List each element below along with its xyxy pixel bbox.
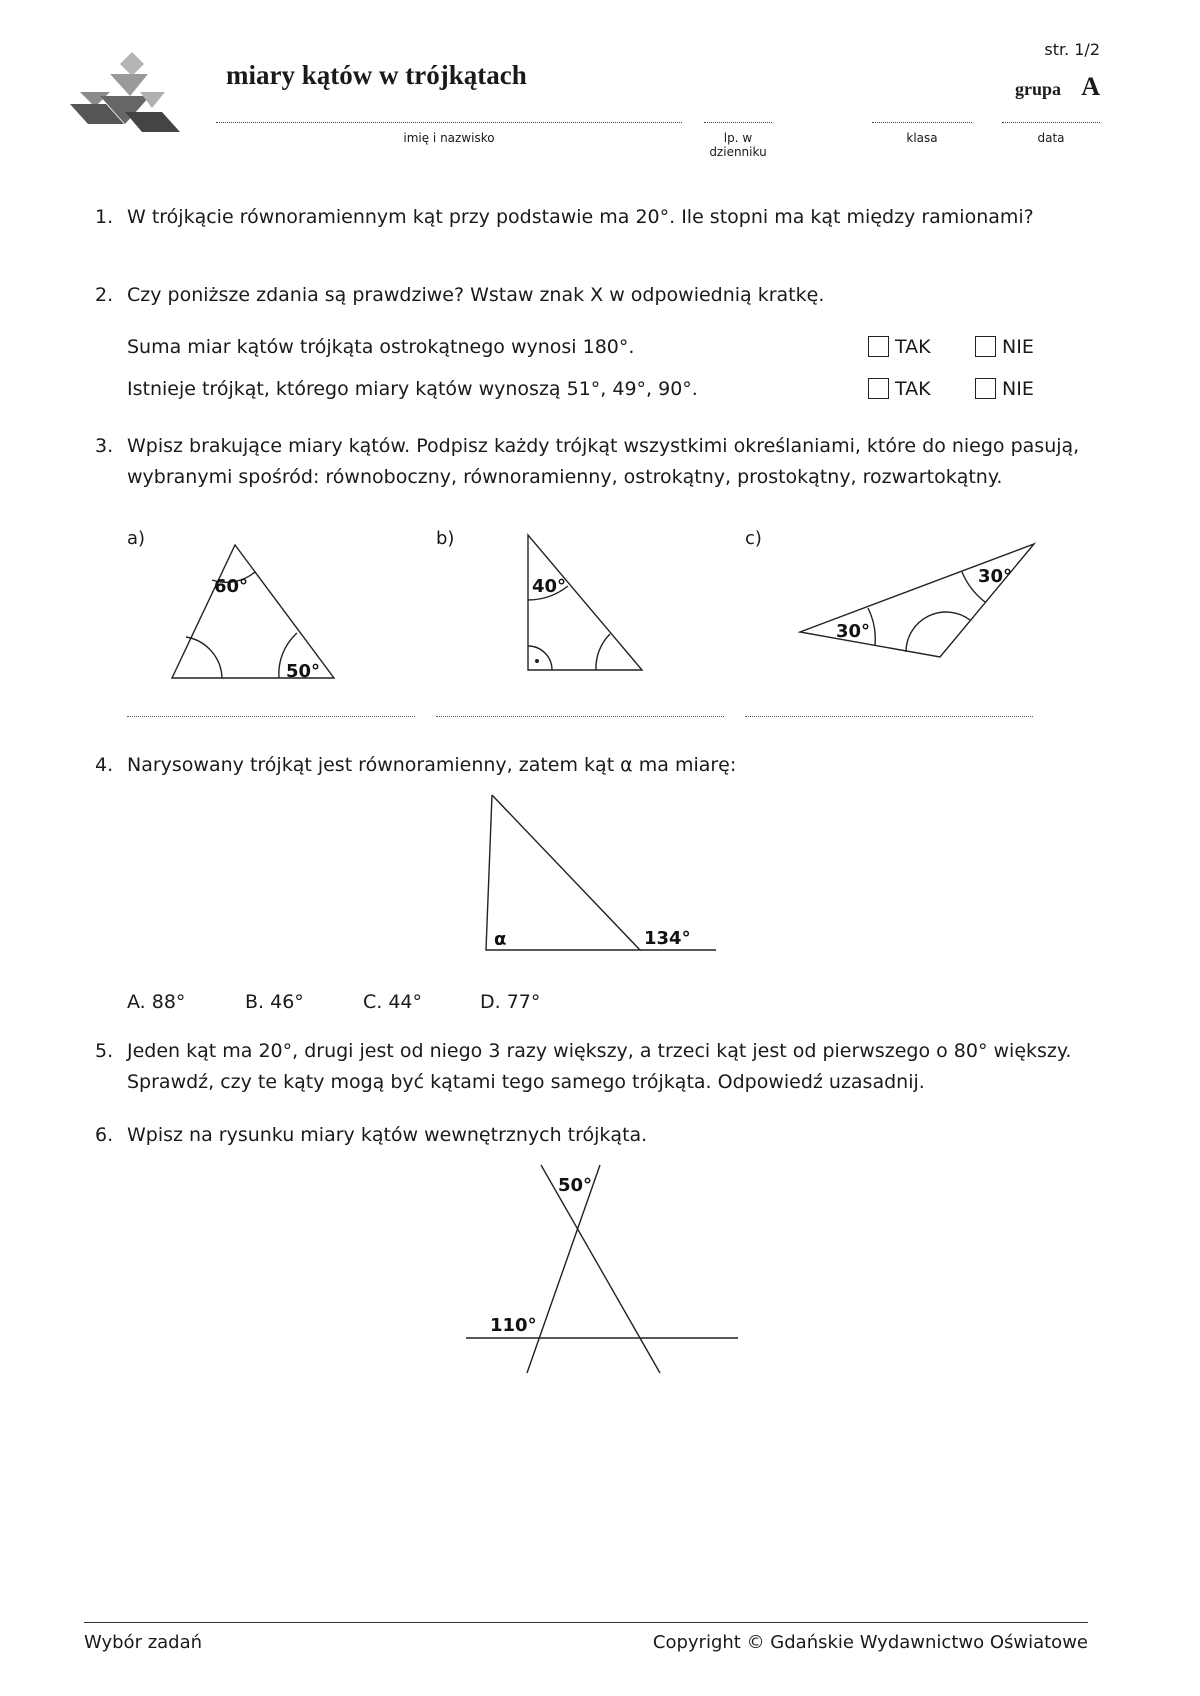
question-3-number: 3. bbox=[95, 435, 114, 457]
question-1-number: 1. bbox=[95, 206, 114, 228]
option-d[interactable]: D. 77° bbox=[480, 991, 541, 1013]
statement-2-text: Istnieje trójkąt, którego miary kątów wynoszą 51°, 49°, 90°. bbox=[127, 378, 698, 400]
question-6-number: 6. bbox=[95, 1124, 114, 1146]
question-5-text: Jeden kąt ma 20°, drugi jest od niego 3 razy większy, a trzeci kąt jest od pierwszego o 80° większy. Sprawdź, czy te kąty mogą być kątami tego samego trójkąta. Odpowiedź uzasadnij. bbox=[127, 1040, 1072, 1093]
figure-a-label: a) bbox=[127, 528, 146, 549]
footer-left: Wybór zadań bbox=[84, 1632, 203, 1653]
statement-2-no-label: NIE bbox=[1002, 378, 1034, 400]
question-3-text: Wpisz brakujące miary kątów. Podpisz każdy trójkąt wszystkimi określaniami, które do niego pasują, wybranymi spośród: równoboczny, równoramienny, ostrokątny, prostokątny, rozwartokątny. bbox=[127, 435, 1080, 488]
footer-divider bbox=[84, 1622, 1088, 1623]
question-2-text: Czy poniższe zdania są prawdziwe? Wstaw znak X w odpowiednią kratkę. bbox=[127, 284, 825, 306]
statement-2-yes-label: TAK bbox=[895, 378, 931, 400]
figure-c-label: c) bbox=[745, 528, 762, 549]
angle-50-label: 50° bbox=[558, 1175, 593, 1196]
group-value: A bbox=[1081, 72, 1100, 101]
question-4-text: Narysowany trójkąt jest równoramienny, zatem kąt α ma miarę: bbox=[127, 754, 737, 776]
angle-110-label: 110° bbox=[490, 1315, 537, 1336]
question-1-text: W trójkącie równoramiennym kąt przy podstawie ma 20°. Ile stopni ma kąt między ramionami? bbox=[127, 206, 1034, 228]
alpha-label: α bbox=[494, 929, 507, 950]
page-number: str. 1/2 bbox=[1044, 40, 1100, 59]
question-5-number: 5. bbox=[95, 1040, 114, 1062]
triangle-a-angle-top: 60° bbox=[214, 576, 249, 597]
triangle-c-angle-right: 30° bbox=[978, 566, 1013, 587]
option-a[interactable]: A. 88° bbox=[127, 991, 186, 1013]
question-2-number: 2. bbox=[95, 284, 114, 306]
footer-copyright: Copyright © Gdańskie Wydawnictwo Oświatowe bbox=[652, 1632, 1088, 1653]
figure-b-label: b) bbox=[436, 528, 455, 549]
statement-1-text: Suma miar kątów trójkąta ostrokątnego wynosi 180°. bbox=[127, 336, 635, 358]
class-field-label: klasa bbox=[906, 131, 938, 145]
statement-1-yes-label: TAK bbox=[895, 336, 931, 358]
option-c[interactable]: C. 44° bbox=[363, 991, 423, 1013]
option-b[interactable]: B. 46° bbox=[245, 991, 304, 1013]
triangle-b-angle-top: 40° bbox=[532, 576, 567, 597]
group-label: grupa bbox=[1014, 79, 1061, 99]
question-4-number: 4. bbox=[95, 754, 114, 776]
class-number-field-label: lp. w dzienniku bbox=[709, 131, 767, 159]
worksheet-title: miary kątów w trójkątach bbox=[226, 60, 527, 90]
statement-1-no-label: NIE bbox=[1002, 336, 1034, 358]
date-field-label: data bbox=[1037, 131, 1065, 145]
exterior-angle-label: 134° bbox=[644, 928, 691, 949]
name-field-label: imię i nazwisko bbox=[403, 131, 495, 145]
triangle-c-angle-left: 30° bbox=[836, 621, 871, 642]
question-6-text: Wpisz na rysunku miary kątów wewnętrznych trójkąta. bbox=[127, 1124, 648, 1146]
triangle-a-angle-right: 50° bbox=[286, 661, 321, 682]
